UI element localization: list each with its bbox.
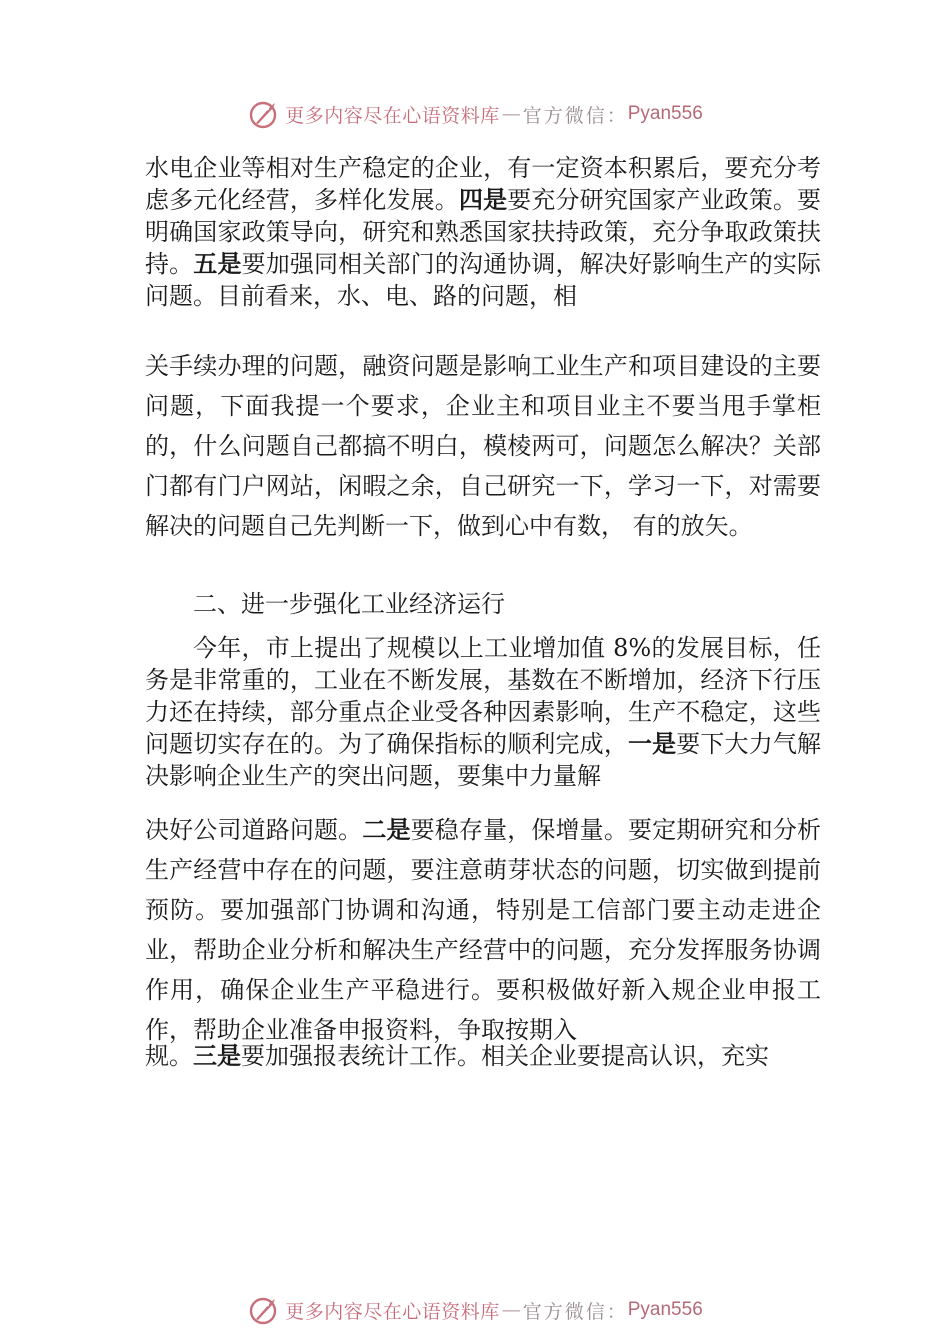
paragraph-text: 要充分研究国家产业政策。要明确国家政策导向，研究和熟悉国家扶持政策，充分争取政策扶持。 xyxy=(145,186,822,278)
bold-marker: 四是 xyxy=(458,186,508,214)
banner-separator: — xyxy=(501,1299,521,1321)
quill-logo-icon xyxy=(247,97,281,131)
paragraph-text: 要加强同相关部门的沟通协调，解决好影响生产的实际问题。目前看来，水、电、路的问题，相 xyxy=(145,250,821,310)
quill-logo-icon xyxy=(247,1293,281,1327)
section-heading: 二、进一步强化工业经济运行 xyxy=(193,590,505,618)
brand-text: 更多内容尽在心语资料库 xyxy=(285,104,500,127)
wechat-label: 官方微信： xyxy=(522,104,628,127)
paragraph-text: 要加强报表统计工作。相关企业要提高认识，充实 xyxy=(241,1042,769,1070)
paragraph-text: 要稳存量，保增量。要定期研究和分析生产经营中存在的问题，要注意萌芽状态的问题，切实做到提前预防。要加强部门协调和沟通，特别是工信部门要主动走进企业，帮助企业分析和解决生产经营中的问题，充分发挥服务协调作用，确保企业生产平稳进行。要积极做好新入规企业申报工作，帮助企业准备申报资料，争取按期入 xyxy=(145,816,822,1044)
footer-banner xyxy=(0,1288,950,1332)
bold-marker: 二是 xyxy=(362,816,411,844)
bold-marker: 三是 xyxy=(193,1042,241,1070)
bold-marker: 五是 xyxy=(193,250,242,278)
paragraph-5 xyxy=(145,1040,821,1072)
brand-text: 更多内容尽在心语资料库 xyxy=(285,1300,500,1323)
paragraph-2: 关手续办理的问题，融资问题是影响工业生产和项目建设的主要问题，下面我提一个要求，企业主和项目业主不要当甩手掌柜的，什么问题自己都搞不明白，模棱两可，问题怎么解决？关部门都有门户网站，闲暇之余，自己研究一下，学习一下，对需要解决的问题自己先判断一下，做到心中有数， 有的放矢。 xyxy=(145,352,821,540)
paragraph-text: 要下大力气解决影响企业生产的突出问题，要集中力量解 xyxy=(145,730,822,790)
paragraph-text: 规。 xyxy=(145,1042,193,1070)
paragraph-text: 今年，市上提出了规模以上工业增加值 8%的发展目标，任务是非常重的，工业在不断发展，基数在不断增加，经济下行压力还在持续，部分重点企业受各种因素影响，生产不稳定，这些问题切实存在的。为了确保指标的顺利完成， xyxy=(145,634,821,758)
header-banner xyxy=(0,92,950,136)
paragraph-text: 决好公司道路问题。 xyxy=(145,816,363,844)
paragraph-4 xyxy=(145,810,821,1050)
paragraph-text: 水电企业等相对生产稳定的企业，有一定资本积累后，要充分考虑多元化经营，多样化发展。 xyxy=(145,154,821,214)
banner-separator: — xyxy=(501,103,521,125)
bold-marker: 一是 xyxy=(627,730,677,758)
paragraph-1 xyxy=(145,152,821,312)
wechat-label: 官方微信： xyxy=(522,1300,628,1323)
wechat-id: Pyan556 xyxy=(627,103,703,124)
wechat-id: Pyan556 xyxy=(627,1299,703,1320)
paragraph-3 xyxy=(145,632,821,792)
